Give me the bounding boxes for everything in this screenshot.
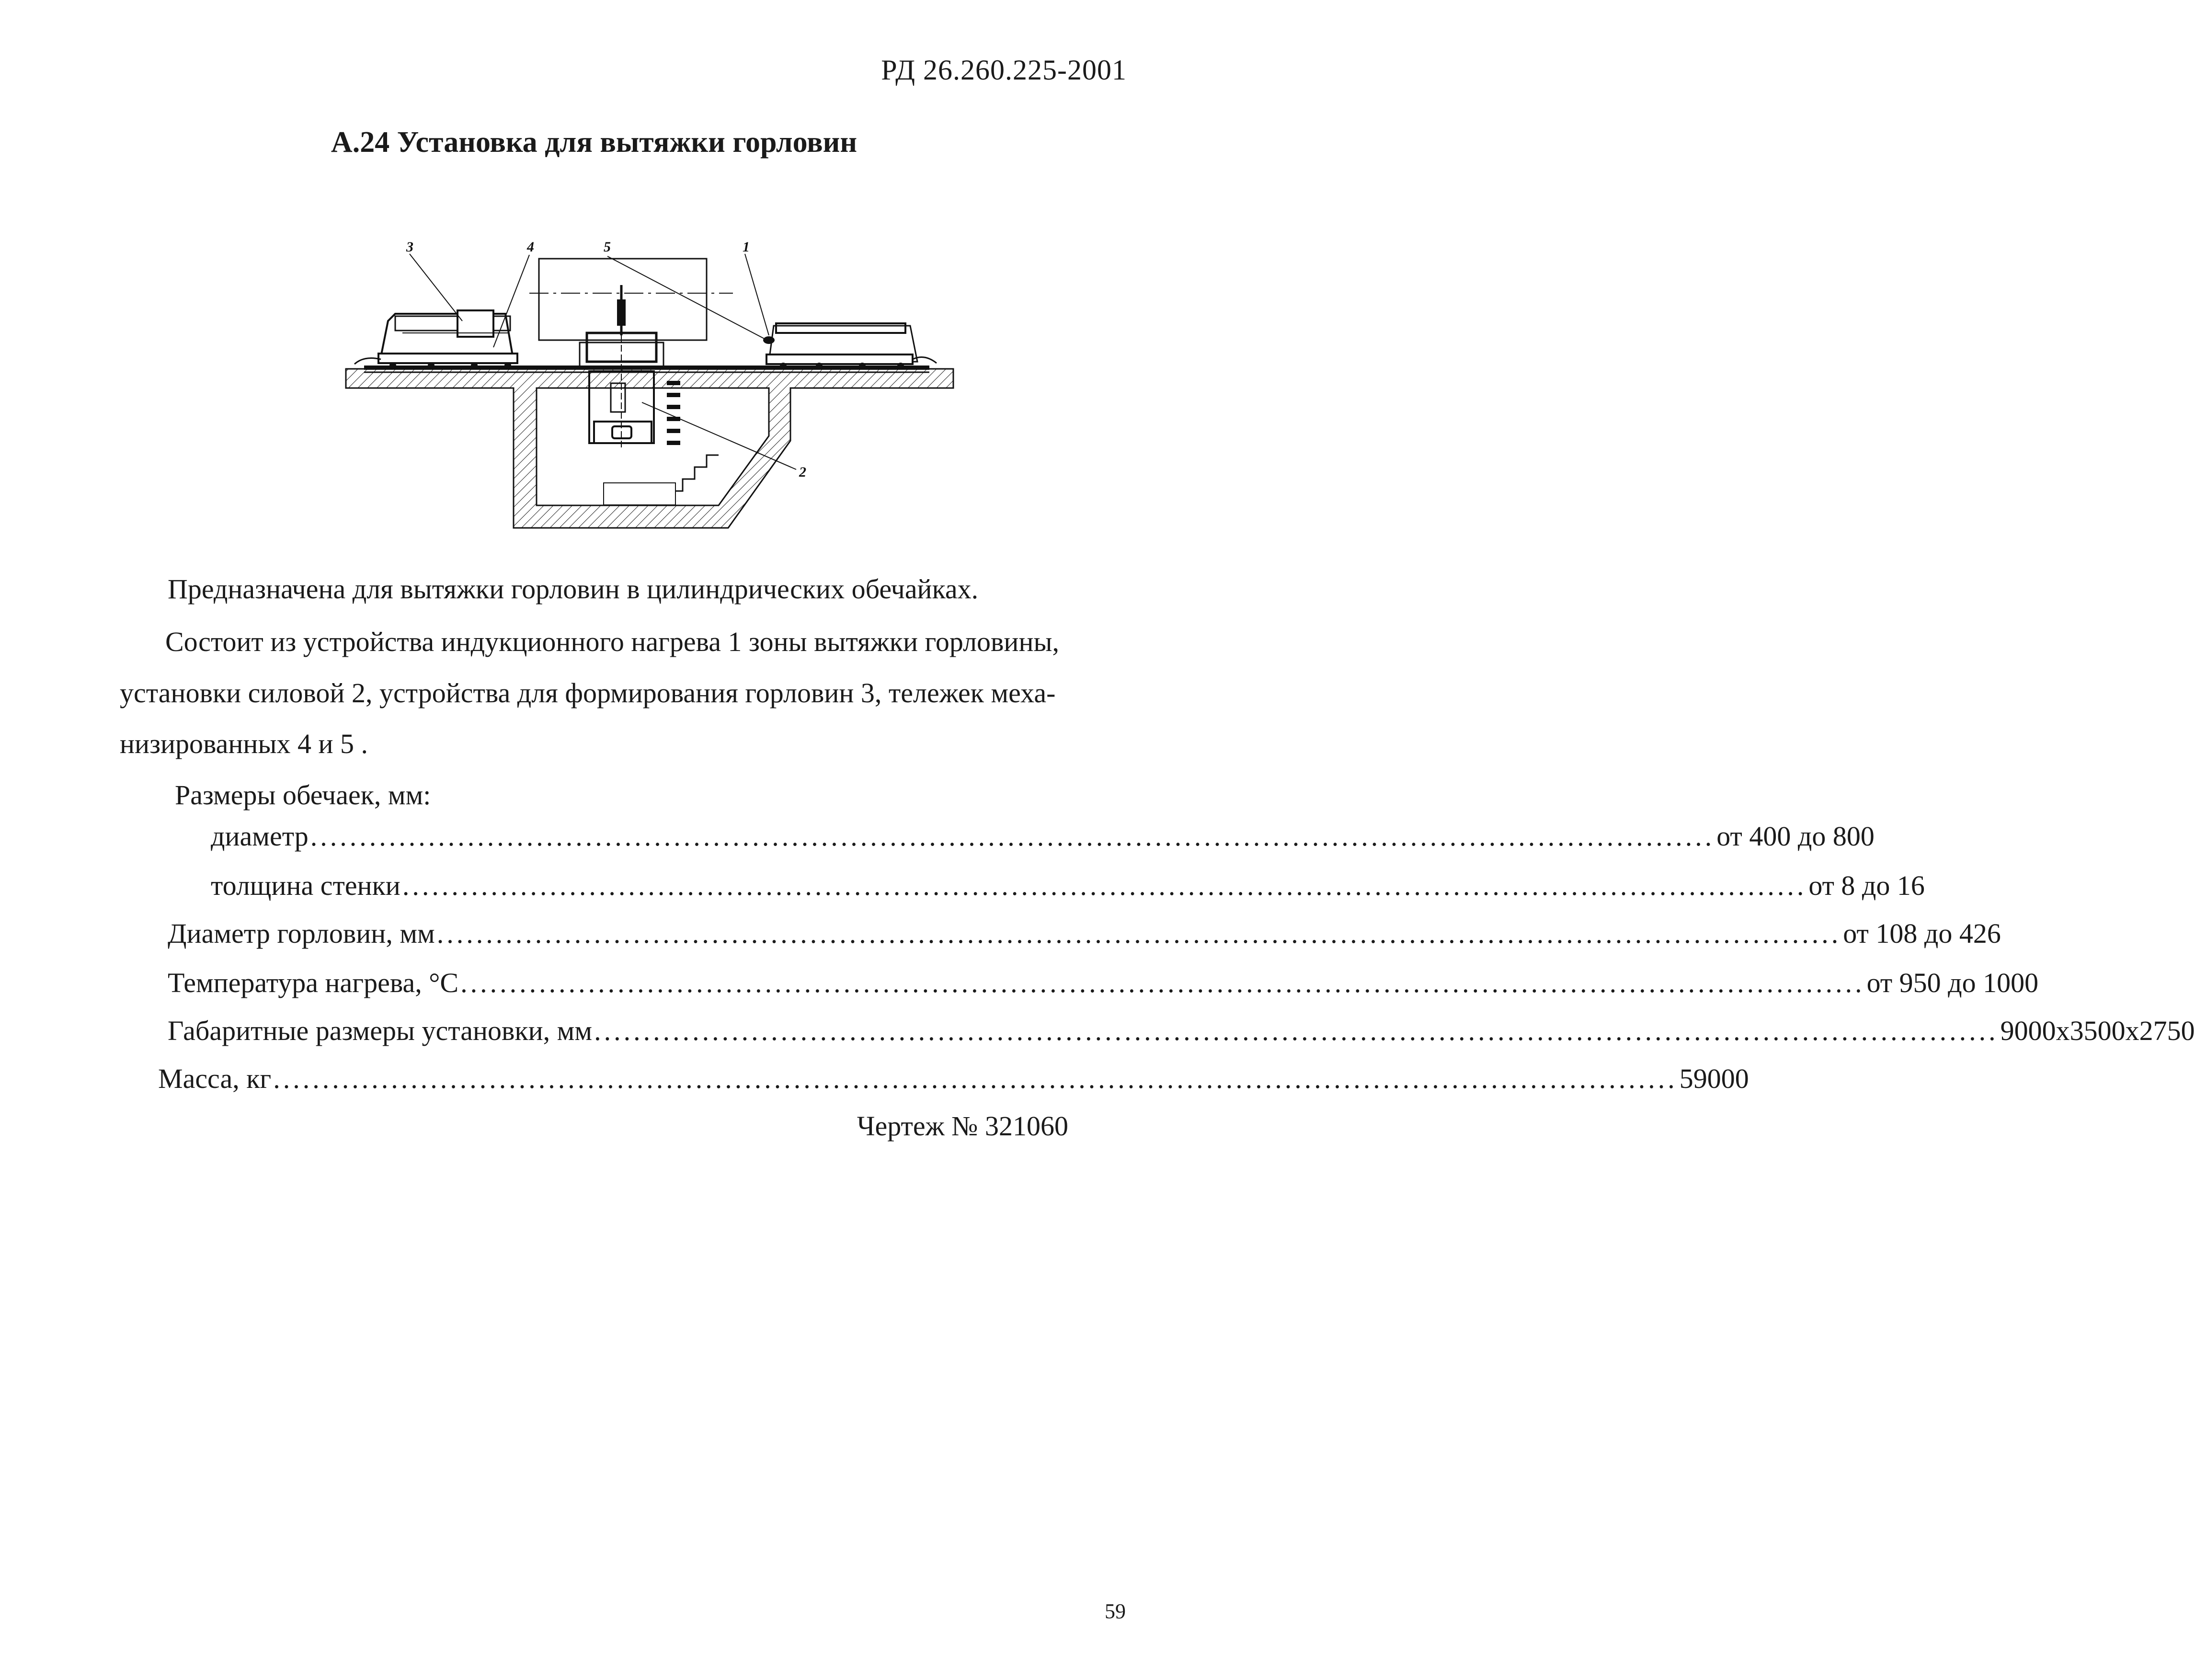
spec-row-diameter [211,820,1875,856]
spec-label: Температура нагрева, °С [168,967,459,998]
spec-value: от 8 до 16 [1808,870,1925,901]
dot-leader: ............................................................................................................................................... [436,918,1841,949]
spec-label: толщина стенки [211,870,400,901]
spec-row-mass [158,1063,1749,1098]
drawing-number: Чертеж № 321060 [857,1110,1068,1142]
floor-slab [346,369,953,528]
section-title: А.24 Установка для вытяжки горловин [331,126,857,159]
shell-outline [529,259,733,340]
callout-2: 2 [799,464,806,480]
spec-value: от 950 до 1000 [1866,967,2039,998]
callout-3: 3 [406,239,413,255]
spec-row-heating-temperature [168,967,2039,1002]
dot-leader: ............................................................................................................................................... [402,870,1807,901]
shell-sizes-label: Размеры обечаек, мм: [175,779,431,811]
spec-label: Габаритные размеры установки, мм [168,1015,593,1046]
dot-leader: ............................................................................................................................................... [273,1063,1678,1094]
spec-value: от 108 до 426 [1843,918,2001,949]
right-cart [763,323,937,369]
spec-label: диаметр [211,821,309,852]
spec-row-wall-thickness [211,869,1925,905]
spec-value: 9000х3500х2750 [2000,1015,2195,1046]
left-cart [354,310,517,369]
spec-label: Диаметр горловин, мм [168,918,435,949]
dot-leader: ............................................................................................................................................... [310,821,1715,852]
document-code: РД 26.260.225-2001 [881,54,1127,86]
composition-line-1: Состоит из устройства индукционного нагрева 1 зоны вытяжки горловины, [165,626,1059,657]
dot-leader: ............................................................................................................................................... [460,967,1865,998]
composition-line-3: низированных 4 и 5 . [120,728,368,759]
spec-value: от 400 до 800 [1716,821,1875,852]
spec-value: 59000 [1679,1063,1749,1094]
installation-drawing [335,230,958,546]
page-number: 59 [1105,1600,1126,1623]
callout-1: 1 [743,239,750,255]
spec-row-neck-diameter [168,917,2001,953]
dot-leader: ............................................................................................................................................... [594,1015,1999,1046]
purpose-paragraph: Предназначена для вытяжки горловин в цилиндрических обечайках. [168,573,979,605]
spec-label: Масса, кг [158,1063,272,1094]
callout-5: 5 [604,239,611,255]
spec-row-overall-dimensions [168,1015,2195,1050]
composition-line-2: установки силовой 2, устройства для формирования горловин 3, тележек меха- [120,677,1056,709]
callout-4: 4 [527,239,534,255]
